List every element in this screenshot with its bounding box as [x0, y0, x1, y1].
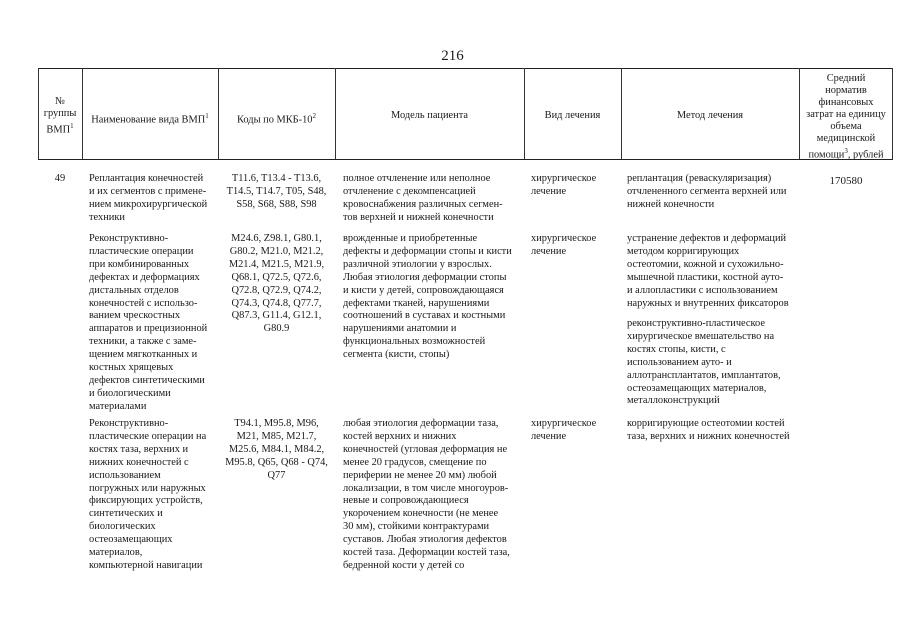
col-divider	[892, 68, 893, 159]
header-group-number: № группы ВМП$^1$	[43, 96, 77, 136]
row-icd-codes: T94.1, M95.8, M96, M21, M85, M21.7, M25.6, M84.1, M84.2, M95.8, Q65, Q68 - Q74, Q77	[225, 418, 328, 481]
header-vmp-type: Наименование вида ВМП$^1$	[91, 112, 209, 126]
row-patient-model: полное отчленение или неполное отчленение с декомпенсацией кровоснабжения различных сегмен- тов верхней и нижней конечности	[343, 173, 503, 223]
header-treatment-kind: Вид лечения	[544, 110, 601, 121]
row-treatment-kind: хирургическое лечение	[531, 233, 597, 257]
header-treatment-method: Метод лечения	[676, 110, 744, 121]
row-treatment-method-alt: реконструктивно-пластическое хирургическое вмешательство на костях стопы, кисти, с использованием ауто- и аллотрансплантатов, имплантатов, остеозамещающих материалов, металлоконструкций	[627, 318, 781, 407]
row-treatment-method: устранение дефектов и деформаций методом корригирующих остеотомии, кожной и сухожильно- мышечной пластики, костной ауто- и аллопластики с использованием наружных и внутренних фиксаторов	[627, 233, 789, 309]
col-divider	[524, 68, 525, 159]
col-divider	[218, 68, 219, 159]
page-number: 216	[441, 48, 464, 64]
col-divider	[335, 68, 336, 159]
row-patient-model: любая этиология деформации таза, костей верхних и нижних конечностей (угловая деформация не менее 20 градусов, смещение по периферии не менее 20 мм) любой локализации, в том числе многоуров- невые и сопровождающиеся укорочением конечности (не менее 30 мм), стойкими контрактурами суставов. Любая этиология дефектов костей таза. Деформации костей таза, бедренной кости у детей со	[343, 418, 510, 571]
header-average-cost: Средний норматив финансовых затрат на единицу объема медицинской помощи$^3$, рублей	[806, 73, 886, 161]
row-average-cost: 170580	[829, 175, 863, 187]
header-icd-codes: Коды по МКБ-$10^2$	[236, 112, 316, 126]
table-top-rule	[38, 68, 893, 69]
col-divider	[38, 68, 39, 159]
row-patient-model: врожденные и приобретенные дефекты и деформации стопы и кисти различной этиологии у взрослых. Любая этиология деформации стопы и кисти у детей, сопровождающаяся дефектами тканей, нарушениями соотношений в суставах и костными нарушениями анатомии и функциональных возможностей сегмента (кисти, стопы)	[343, 233, 512, 361]
col-divider	[621, 68, 622, 159]
row-treatment-method: реплантация (реваскуляризация) отчлененного сегмента верхней или нижней конечности	[627, 173, 787, 210]
row-treatment-method: корригирующие остеотомии костей таза, верхних и нижних конечностей	[627, 418, 790, 442]
row-vmp-type: Реконструктивно- пластические операции при комбинированных дефектах и деформациях дистальных отделов конечностей с использо- ванием чрескостных аппаратов и прецизионной техники, а также с заме- щением мягкотканных и костных хрящевых дефектов синтетическими и биологическими материалами	[89, 233, 208, 412]
col-divider	[799, 68, 800, 159]
row-treatment-kind: хирургическое лечение	[531, 173, 597, 197]
row-treatment-kind: хирургическое лечение	[531, 418, 597, 442]
row-icd-codes: M24.6, Z98.1, G80.1, G80.2, M21.0, M21.2, M21.4, M21.5, M21.9, Q68.1, Q72.5, Q72.6, Q72.8, Q72.9, Q74.2, Q74.3, Q74.8, Q77.7, Q87.3, G11.4, G12.1, G80.9	[228, 233, 325, 335]
header-patient-model: Модель пациента	[390, 110, 469, 121]
row-group-number: 49	[54, 173, 66, 184]
col-divider	[82, 68, 83, 159]
row-vmp-type: Реконструктивно- пластические операции на костях таза, верхних и нижних конечностей с использованием погружных или наружных фиксирующих устройств, синтетических и биологических остеозамещающих материалов, компьютерной навигации	[89, 418, 207, 571]
row-vmp-type: Реплантация конечностей и их сегментов с примене- нием микрохирургической техники	[89, 173, 208, 223]
row-icd-codes: T11.6, T13.4 - T13.6, T14.5, T14.7, T05, S48, S58, S68, S88, S98	[226, 173, 327, 210]
header-bottom-rule	[38, 159, 893, 160]
